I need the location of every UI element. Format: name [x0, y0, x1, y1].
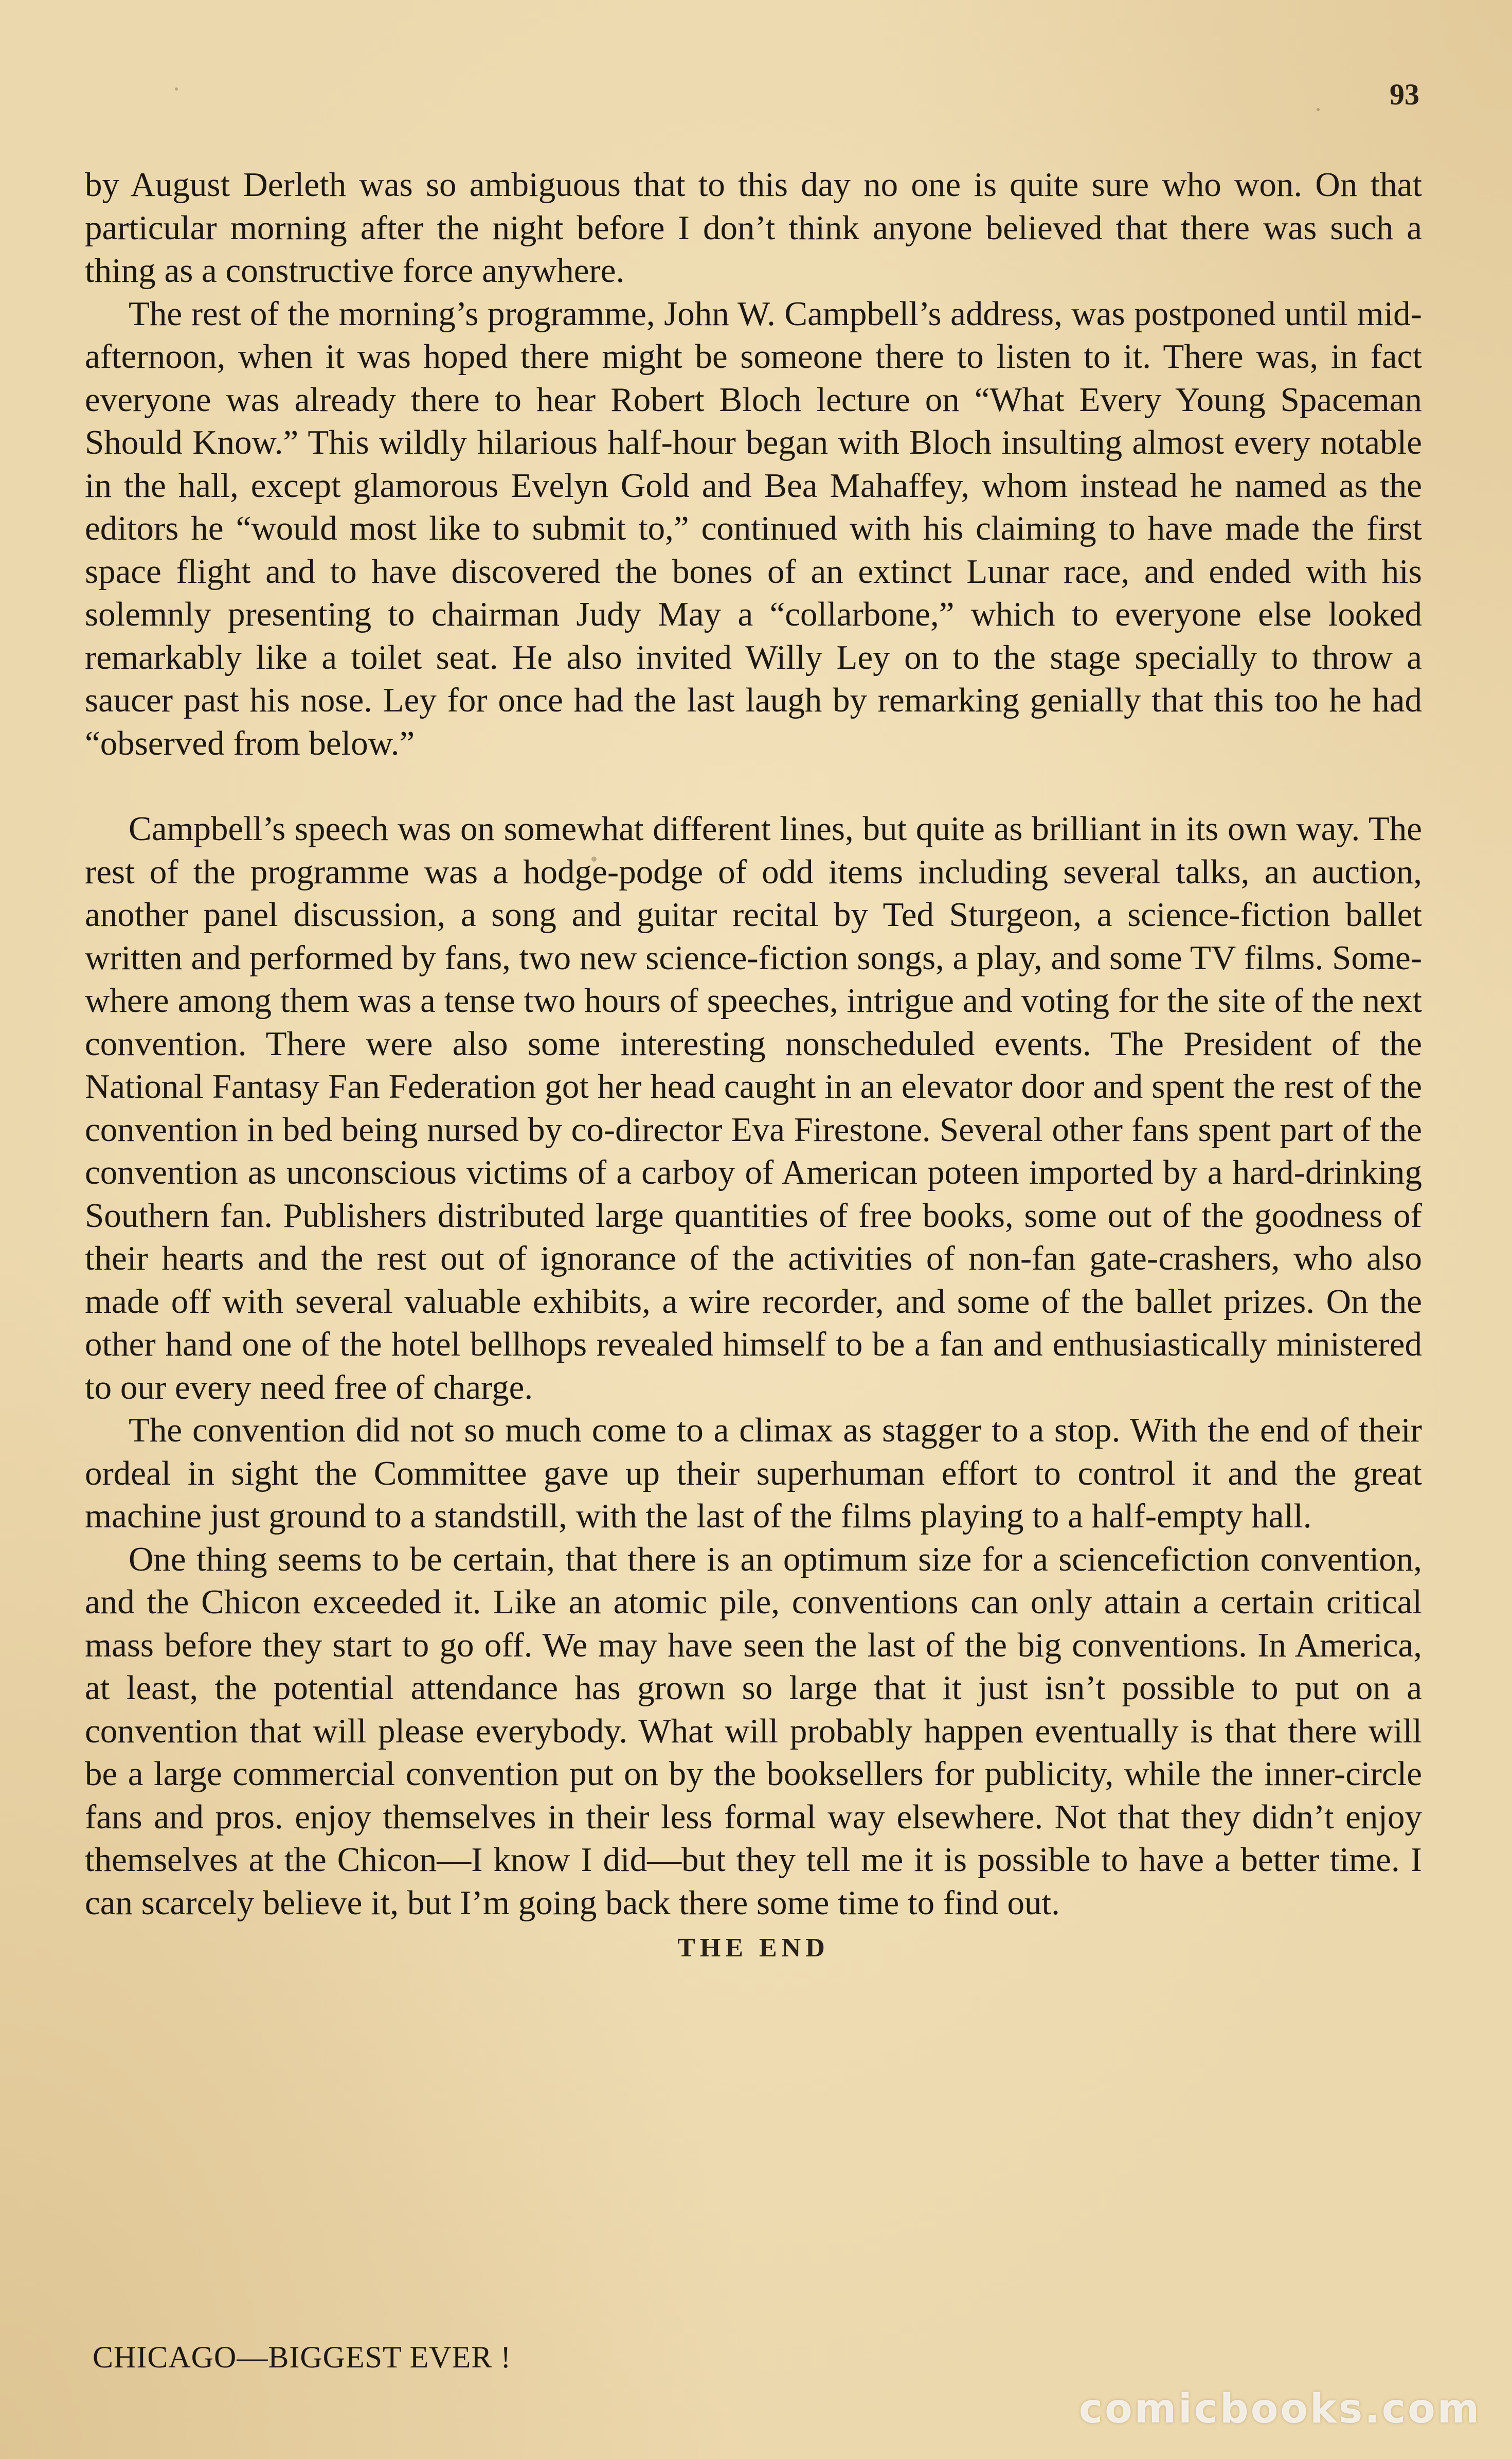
- running-footer-title: CHICAGO—BIGGEST EVER !: [93, 2340, 512, 2374]
- page-number: 93: [1390, 78, 1419, 111]
- paper-speck: [1317, 108, 1320, 111]
- paper-speck: [175, 87, 178, 91]
- paragraph-2: The rest of the morning’s programme, John W. Campbell’s address, was postponed until mid-afternoon, when it was hoped there might be someone there to listen to it. There was, in fact everyone was already there to hear Robert Bloch lecture on “What Every Young Spaceman Should Know.” This wildly hilarious half-hour began with Bloch insulting almost every notable in the hall, except glamorous Evelyn Gold and Bea Mahaffey, whom instead he named as the editors he “would most like to submit to,” continued with his claiming to have made the first space flight and to have discovered the bones of an extinct Lunar race, and ended with his solemnly presenting to chairman Judy May a “collarbone,” which to everyone else looked remarkably like a toilet seat. He also invited Willy Ley on to the stage specially to throw a saucer past his nose. Ley for once had the last laugh by remarking genially that this too he had “observed from below.”: [85, 294, 1422, 762]
- paragraph-5: One thing seems to be certain, that there is an optimum size for a sciencefiction convention, and the Chicon exceeded it. Like an atomic pile, conventions can only attain a certain critical mass before they start to go off. We may have seen the last of the big conventions. In America, at least, the potential attendance has grown so large that it just isn’t possible to put on a convention that will please everybody. What will probably happen eventually is that there will be a large commercial convention put on by the booksellers for publicity, while the inner-circle fans and pros. enjoy themselves in their less formal way elsewhere. Not that they didn’t enjoy themselves at the Chicon—I know I did—but they tell me it is possible to have a better time. I can scarcely believe it, but I’m going back there some time to find out.: [85, 1540, 1422, 1922]
- the-end-mark: THE END: [677, 1933, 830, 1963]
- watermark-logo: comicbooks.com: [1078, 2386, 1481, 2432]
- paragraph-3: Campbell’s speech was on somewhat different lines, but quite as brilliant in its own way. The rest of the programme was a hodge-podge of odd items including several talks, an auction, another panel discussion, a song and guitar recital by Ted Sturgeon, a science-fiction ballet written and performed by fans, two new science-fiction songs, a play, and some TV films. Somewhere among them was a tense two hours of speeches, intrigue and voting for the site of the next convention. There were also some interesting nonscheduled events. The President of the National Fantasy Fan Federation got her head caught in an elevator door and spent the rest of the convention in bed being nursed by co-director Eva Firestone. Several other fans spent part of the convention as unconscious victims of a carboy of American poteen imported by a hard-drinking Southern fan. Publishers distributed large quantities of free books, some out of the goodness of their hearts and the rest out of ignorance of the activities of non-fan gate-crashers, who also made off with several valuable exhibits, a wire recorder, and some of the ballet prizes. On the other hand one of the hotel bellhops revealed himself to be a fan and enthusiastically ministered to our every need free of charge.: [85, 810, 1422, 1406]
- paragraph-4: The convention did not so much come to a climax as stagger to a stop. With the end of their ordeal in sight the Committee gave up their superhuman effort to control it and the great machine just ground to a standstill, with the last of the films playing to a half-empty hall.: [85, 1411, 1422, 1535]
- article-body: [85, 164, 1422, 1970]
- paragraph-1: by August Derleth was so ambiguous that to this day no one is quite sure who won. On that particular morning after the night before I don’t think anyone believed that there was such a thing as a constructive force anywhere.: [85, 166, 1422, 290]
- paper-speck: [591, 857, 597, 862]
- paper-speck: [1131, 875, 1135, 878]
